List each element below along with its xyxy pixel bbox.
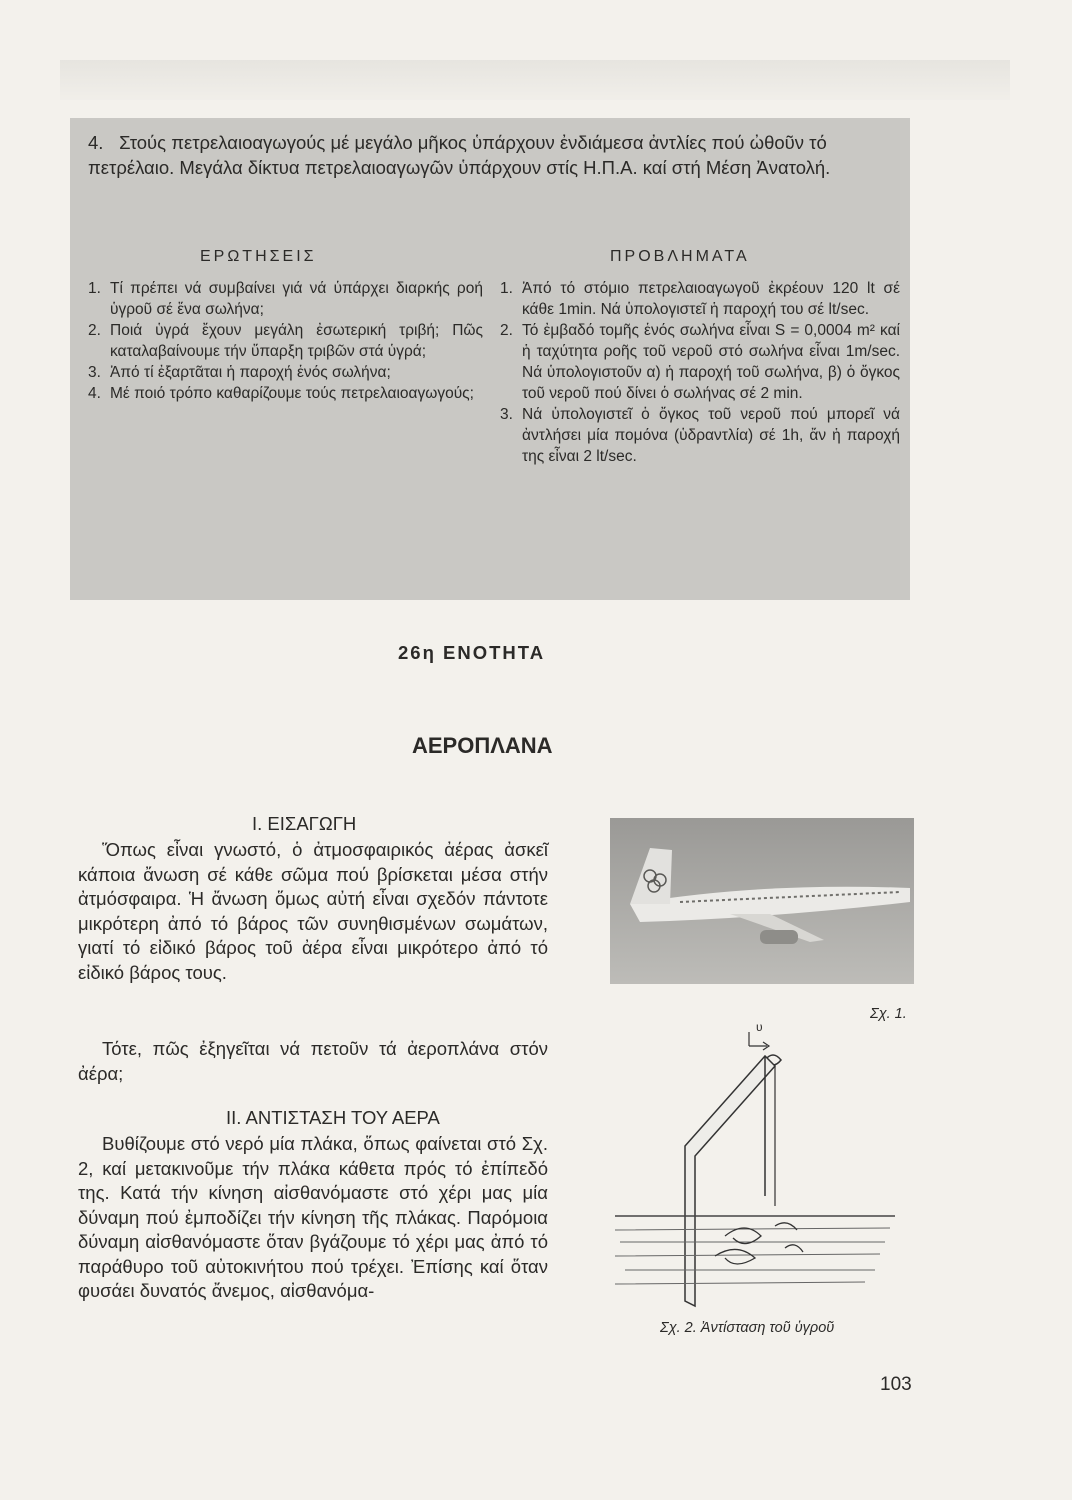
figure2-caption: Σχ. 2. Ἀντίσταση τοῦ ὑγροῦ	[660, 1320, 835, 1336]
question-text: Μέ ποιό τρόπο καθαρίζουμε τούς πετρελαιοαγωγούς;	[110, 385, 474, 402]
questions-list	[88, 278, 483, 404]
questions-heading: ΕΡΩΤΗΣΕΙΣ	[200, 248, 317, 265]
introduction-paragraph: Ὅπως εἶναι γνωστό, ὁ ἀτμοσφαιρικός ἀέρας ἀσκεῖ κάποια ἄνωση σέ κάθε σῶμα πού βρίσκεται μέσα στήν ἀτμόσφαιρα. Ἡ ἄνωση ὅμως αὐτή εἶναι σχεδόν πάντοτε μικρότερη ἀπό τό βάρος τῶν συνηθισμένων σωμάτων, γιατί τό εἰδικό βάρος τοῦ ἀέρα εἶναι μικρότερο ἀπό τό εἰδικό βάρος τους.	[78, 839, 548, 983]
section-heading-air-resistance: ΙΙ. ΑΝΤΙΣΤΑΣΗ ΤΟΥ ΑΕΡΑ	[226, 1107, 440, 1128]
problem-number: 1.	[500, 280, 513, 297]
unit-title: 26η ΕΝΟΤΗΤΑ	[398, 642, 546, 663]
question-text: Ποιά ὑγρά ἔχουν μεγάλη ἐσωτερική τριβή; Πῶς καταλαβαίνουμε τήν ὕπαρξη τριβῶν στά ὑγρά;	[110, 322, 483, 360]
intro-point-number: 4.	[88, 132, 104, 153]
problems-heading: ΠΡΟΒΛΗΜΑΤΑ	[610, 248, 750, 265]
problem-item	[500, 404, 900, 467]
problems-list	[500, 278, 900, 467]
figure1-caption: Σχ. 1.	[870, 1006, 907, 1022]
question-number: 3.	[88, 364, 101, 381]
problem-number: 2.	[500, 322, 513, 339]
problem-text: Τό ἐμβαδό τομῆς ἑνός σωλήνα εἶναι S = 0,0004 m² καί ἡ ταχύτητα ροῆς τοῦ νεροῦ στό σωλήνα εἶναι 1m/sec. Νά ὑπολογιστοῦν α) ἡ παροχή τοῦ σωλήνα, β) ὁ ὄγκος τοῦ νεροῦ πού δίνει ὁ σωλήνας σέ 2 min.	[522, 322, 900, 402]
question-item	[88, 278, 483, 320]
air-resistance-paragraph: Βυθίζουμε στό νερό μία πλάκα, ὅπως φαίνεται στό Σχ. 2, καί μετακινοῦμε τήν πλάκα κάθετα πρός τό ἐπίπεδό της. Κατά τήν κίνηση αἰσθανόμαστε στό χέρι μας μία δύναμη πού ἐμποδίζει τήν κίνηση τῆς πλάκας. Παρόμοια δύναμη αἰσθανόμαστε ὅταν βγάζουμε τό χέρι μας ἀπό τό παράθυρο τοῦ αὐτοκινήτου πού τρέχει. Ἐπίσης καί ὅταν φυσάει δυνατός ἄνεμος, αἰσθανόμα-	[78, 1133, 548, 1301]
question-text: Τί πρέπει νά συμβαίνει γιά νά ὑπάρχει διαρκής ροή ὑγροῦ σέ ἕνα σωλήνα;	[110, 280, 483, 318]
question-text: Ἀπό τί ἐξαρτᾶται ἡ παροχή ἑνός σωλήνα;	[110, 364, 391, 381]
problem-item	[500, 320, 900, 404]
figure2-label-u: υ	[756, 1020, 763, 1034]
question-number: 2.	[88, 322, 101, 339]
question-item	[88, 362, 483, 383]
introduction-question: Τότε, πῶς ἐξηγεῖται νά πετοῦν τά ἀεροπλάνα στόν ἀέρα;	[78, 1038, 548, 1084]
intro-point-text: Στούς πετρελαιοαγωγούς μέ μεγάλο μῆκος ὑπάρχουν ἐνδιάμεσα ἀντλίες πού ὠθοῦν τό πετρέλαιο. Μεγάλα δίκτυα πετρελαιοαγωγῶν ὑπάρχουν στίς Η.Π.Α. καί στή Μέση Ἀνατολή.	[88, 132, 831, 178]
page-number: 103	[880, 1374, 912, 1395]
intro-point	[88, 130, 898, 180]
problem-text: Νά ὑπολογιστεῖ ὁ ὄγκος τοῦ νεροῦ πού μπορεῖ νά ἀντλήσει μία πομόνα (ὑδραντλία) σέ 1h, ἄν ἡ παροχή της εἶναι 2 lt/sec.	[522, 406, 900, 465]
chapter-title: ΑΕΡΟΠΛΑΝΑ	[412, 733, 553, 758]
problem-item	[500, 278, 900, 320]
bleed-through-band	[60, 60, 1010, 100]
section-heading-introduction: Ι. ΕΙΣΑΓΩΓΗ	[252, 813, 357, 834]
question-item	[88, 320, 483, 362]
question-number: 4.	[88, 385, 101, 402]
question-item	[88, 383, 483, 404]
problem-text: Ἀπό τό στόμιο πετρελαιοαγωγοῦ ἐκρέουν 120 lt σέ κάθε 1min. Νά ὑπολογιστεῖ ἡ παροχή του σέ lt/sec.	[522, 280, 900, 318]
question-number: 1.	[88, 280, 101, 297]
problem-number: 3.	[500, 406, 513, 423]
airplane-photo	[610, 818, 914, 984]
plate-in-water-drawing	[615, 1016, 895, 1311]
